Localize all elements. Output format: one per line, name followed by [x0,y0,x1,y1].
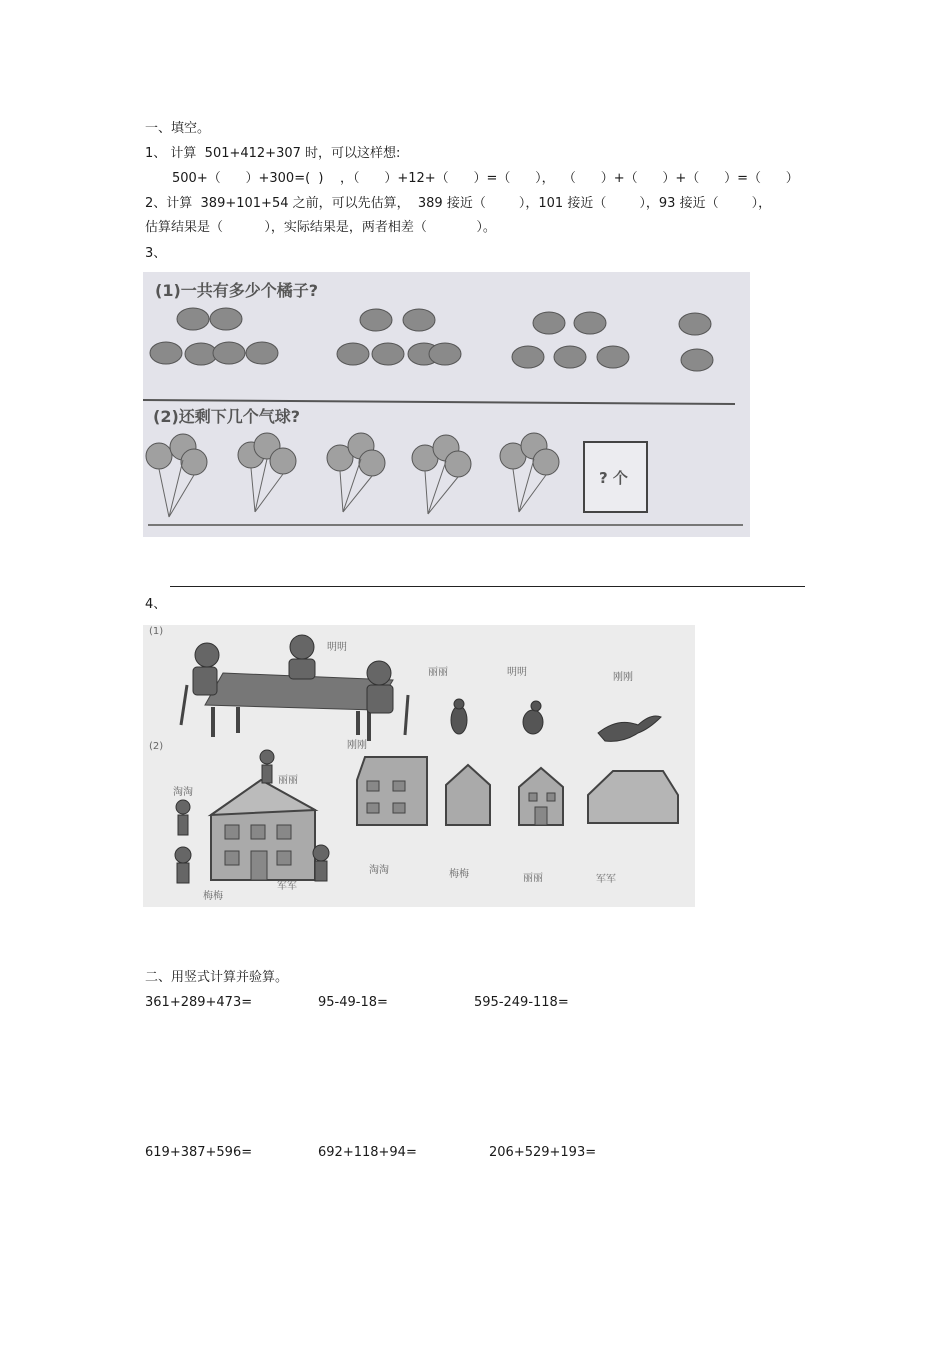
question-2-line-1: 2、计算 389+101+54 之前，可以先估算， 389 接近（ ），101 接近（ ），93 接近（ ）， [145,196,772,211]
section-2-heading: 二、用竖式计算并验算。 [145,970,289,985]
name-label: 明明 [507,667,527,678]
name-label: 军军 [596,874,616,885]
unknown-count-box: ? 个 [599,469,628,487]
picture-3-question-1: (1)一共有多少个橘子? [155,281,319,300]
question-2-line-2: 估算结果是（ ），实际结果是，两者相差（ ）。 [145,220,496,235]
picture-4-part-1: (1) [149,626,164,637]
picture-4-part-2: (2) [149,741,164,752]
question-1-line-1: 1、 计算 501+412+307 时，可以这样想: [145,146,401,161]
exercise-5: 692+118+94= [318,1145,417,1160]
picture-3-question-2: (2)还剩下几个气球? [153,407,301,426]
question-3-label: 3、 [145,246,167,261]
name-label: 丽丽 [428,667,448,678]
name-label: 梅梅 [449,869,469,880]
exercise-3: 595-249-118= [474,995,569,1010]
name-label: 刚刚 [613,672,633,683]
name-label: 梅梅 [203,891,223,902]
exercise-2: 95-49-18= [318,995,388,1010]
name-label: 丽丽 [278,775,298,786]
question-1-line-2: 500+（ ）+300=( ) ，（ ）+12+（ ）=（ ）， （ ）+（ ）+（ ）=（ ） [172,171,799,186]
name-label: 刚刚 [347,740,367,751]
name-label: 淘淘 [173,787,193,798]
oranges-balloons-picture [143,272,750,537]
answer-line [170,586,805,587]
exercise-1: 361+289+473= [145,995,253,1010]
exercise-6: 206+529+193= [489,1145,597,1160]
exercise-4: 619+387+596= [145,1145,253,1160]
name-label: 明明 [327,642,347,653]
section-1-heading: 一、填空。 [145,121,211,136]
question-4-label: 4、 [145,597,167,612]
name-label: 淘淘 [369,865,389,876]
name-label: 丽丽 [523,873,543,884]
name-label: 军军 [277,881,297,892]
children-houses-picture [143,625,695,907]
